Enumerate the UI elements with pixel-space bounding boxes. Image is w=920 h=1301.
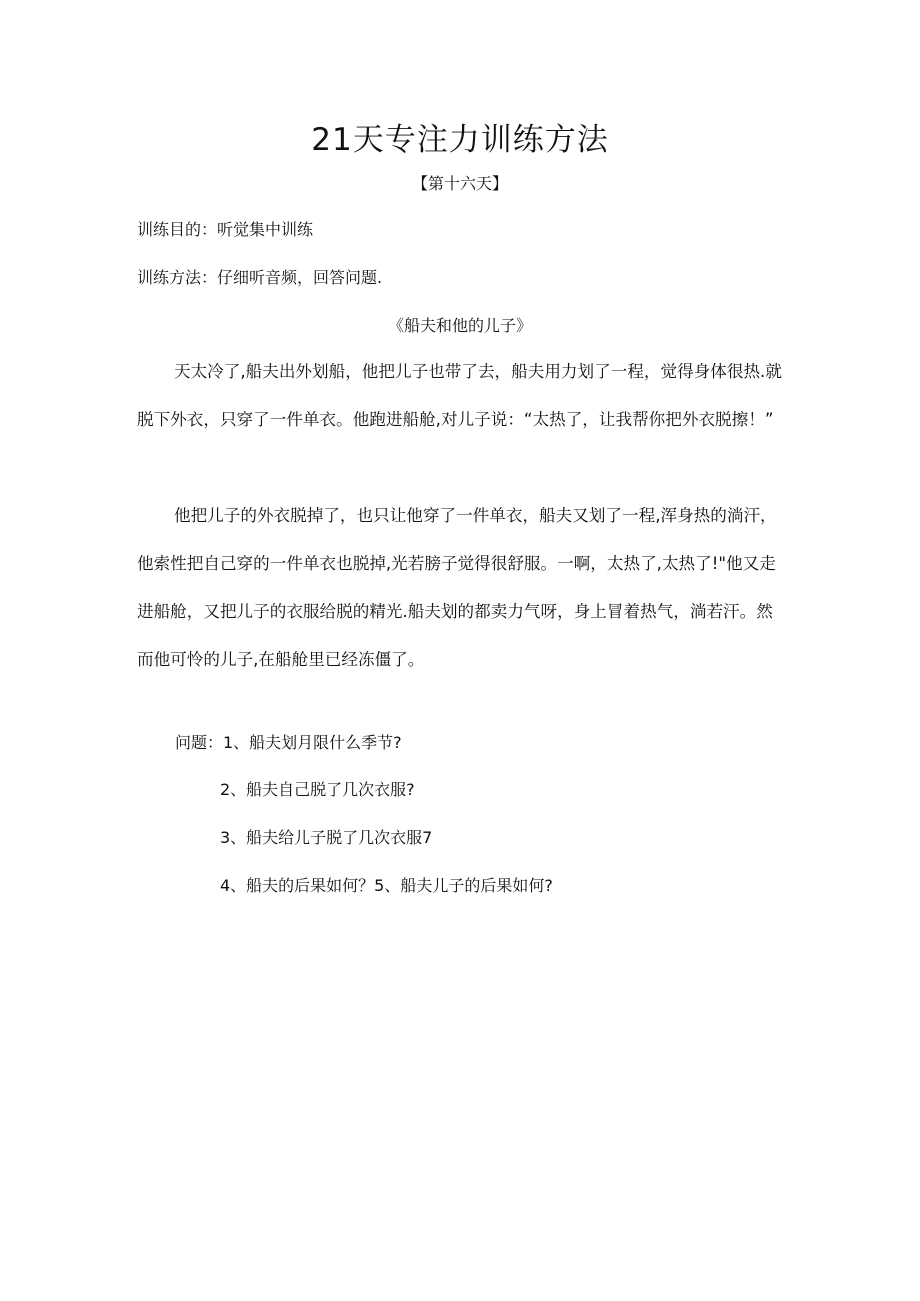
story-paragraph-1 [137,348,787,444]
day-label: 【第十六天】 [411,174,508,193]
training-method: 训练方法：仔细听音频，回答问题. [137,268,383,287]
story-paragraph-2-text: 他把儿子的外衣脱掉了，也只让他穿了一件单衣，船夫又划了一程,浑身热的淌汗，他索性把自己穿的一件单衣也脱掉,光若膀子觉得很舒服。一啊，太热了,太热了!"他又走进船舱，又把儿子的衣服给脱的精光.船夫划的都卖力气呀，身上冒着热气，淌若汗。然而他可怜的儿子,在船舱里已经冻僵了。 [137,506,777,669]
question-1: 问题：1、船夫划月限什么季节? [175,733,402,752]
story-title: 《船夫和他的儿子》 [387,316,532,335]
story-paragraph-1-text: 天太冷了,船夫出外划船，他把儿子也带了去，船夫用力划了一程，觉得身体很热.就脱下外衣，只穿了一件单衣。他跑进船舱,对儿子说：“太热了，让我帮你把外衣脱擦！” [137,362,782,429]
question-4-5: 4、船夫的后果如何？5、船夫儿子的后果如何? [220,876,553,895]
story-paragraph-2 [137,492,787,684]
document-title: 21天专注力训练方法 [311,122,609,158]
training-purpose: 训练目的：听觉集中训练 [137,220,314,239]
question-2: 2、船夫自己脱了几次衣服? [220,780,415,799]
question-3: 3、船夫给儿子脱了几次衣服7 [220,828,433,847]
